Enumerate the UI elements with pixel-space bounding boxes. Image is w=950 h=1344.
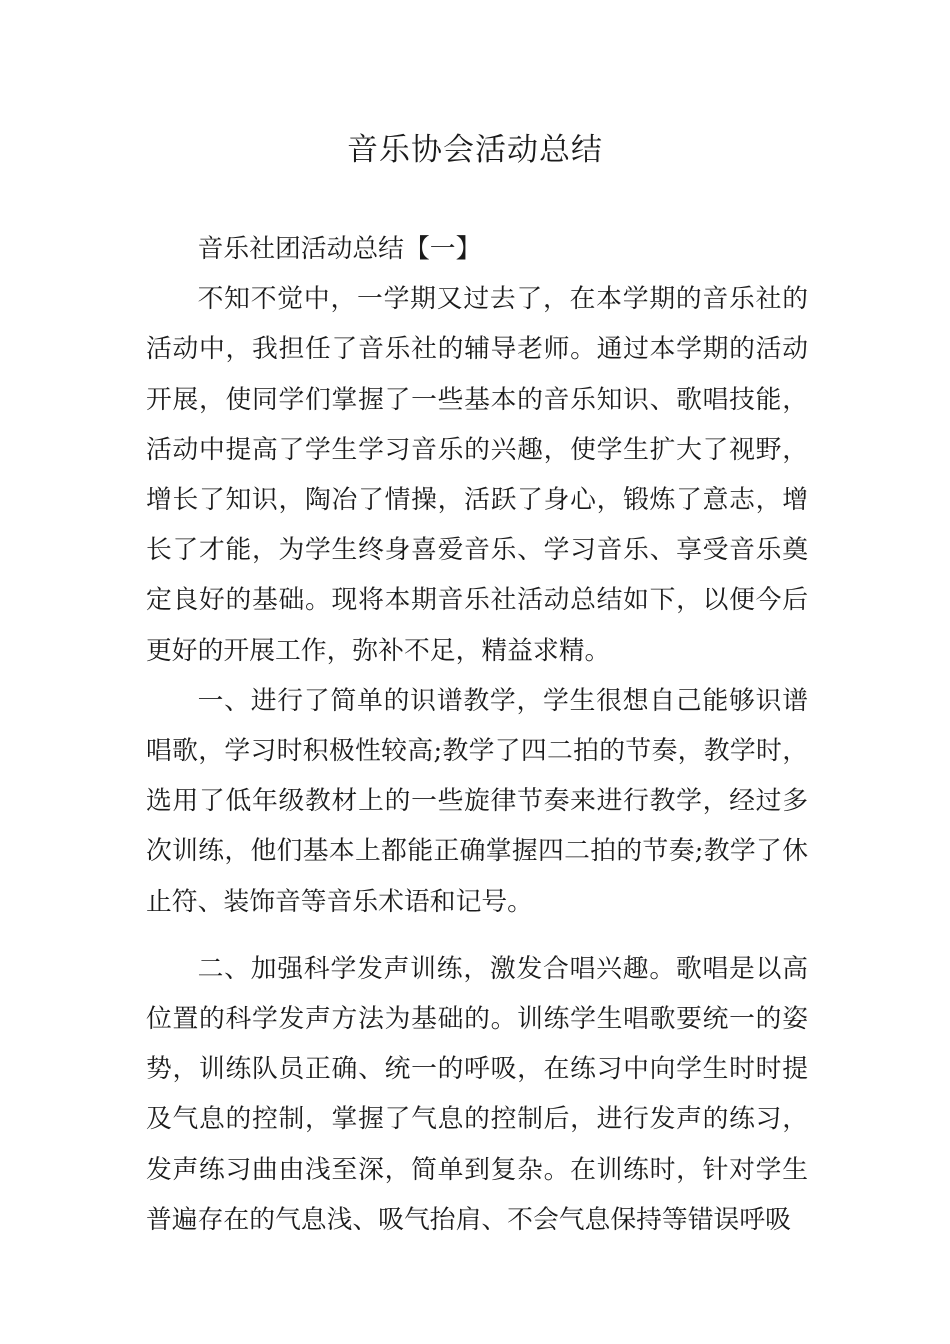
document-body xyxy=(146,224,808,1245)
section-heading: 音乐社团活动总结【一】 xyxy=(197,234,482,264)
document-title: 音乐协会活动总结 xyxy=(347,132,603,168)
paragraph-point-two: 二、加强科学发声训练，激发合唱兴趣。歌唱是以高位置的科学发声方法为基础的。训练学生唱歌要统一的姿势，训练队员正确、统一的呼吸，在练习中向学生时时提及气息的控制，掌握了气息的控制后，进行发声的练习，发声练习曲由浅至深，简单到复杂。在训练时，针对学生普遍存在的气息浅、吸气抬肩、不会气息保持等错误呼吸 xyxy=(146,953,808,1235)
paragraph-intro: 不知不觉中，一学期又过去了，在本学期的音乐社的活动中，我担任了音乐社的辅导老师。通过本学期的活动开展，使同学们掌握了一些基本的音乐知识、歌唱技能，活动中提高了学生学习音乐的兴趣，使学生扩大了视野，增长了知识，陶冶了情操，活跃了身心，锻炼了意志，增长了才能，为学生终身喜爱音乐、学习音乐、享受音乐奠定良好的基础。现将本期音乐社活动总结如下，以便今后更好的开展工作，弥补不足，精益求精。 xyxy=(146,284,808,666)
paragraph-point-one: 一、进行了简单的识谱教学，学生很想自己能够识谱唱歌，学习时积极性较高;教学了四二拍的节奏，教学时，选用了低年级教材上的一些旋律节奏来进行教学，经过多次训练，他们基本上都能正确掌握四二拍的节奏;教学了休止符、装饰音等音乐术语和记号。 xyxy=(146,685,808,917)
